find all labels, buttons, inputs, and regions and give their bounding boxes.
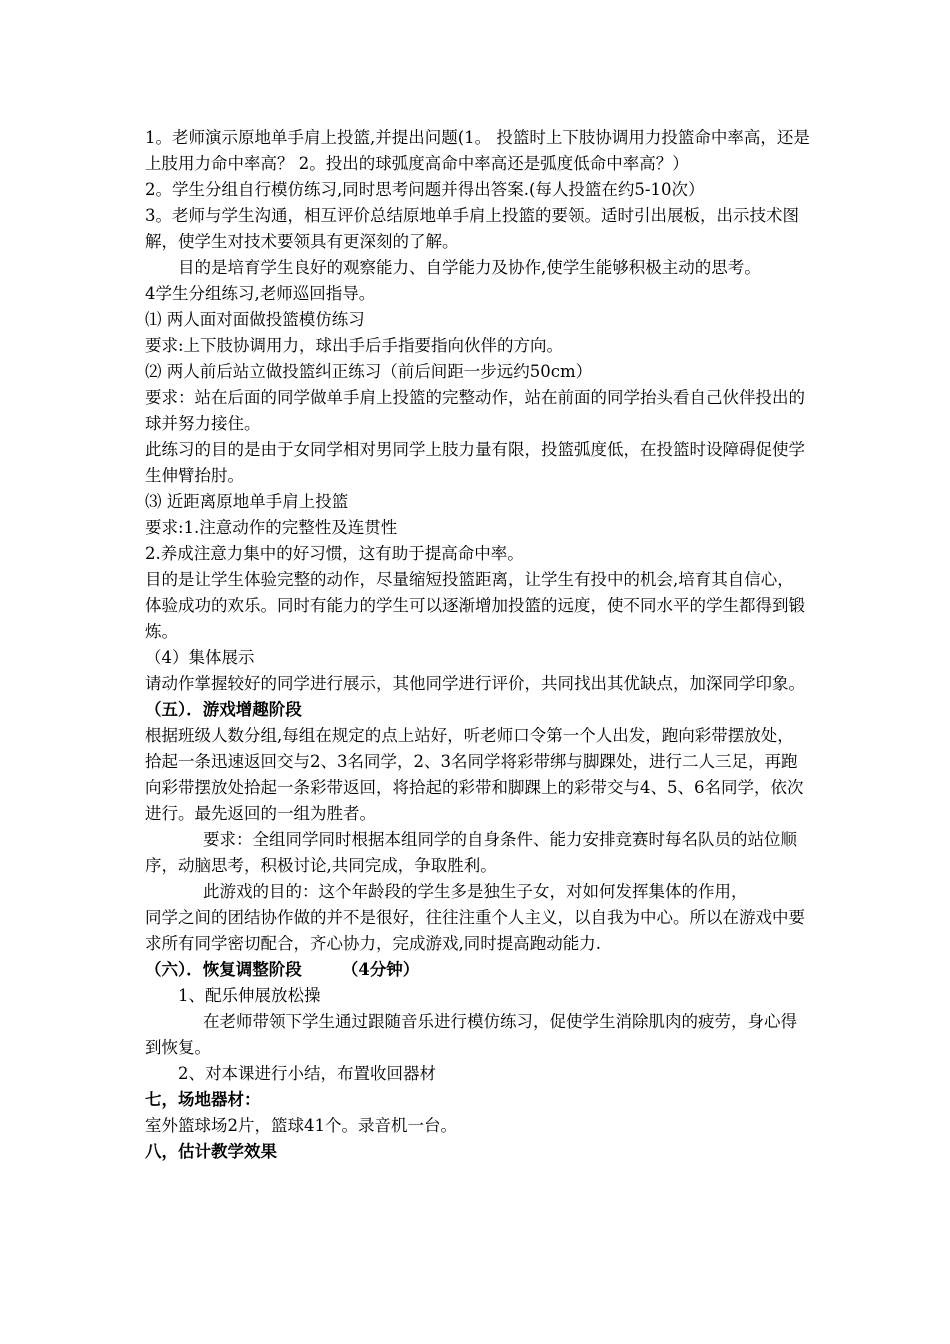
game-requirement: 要求：全组同学同时根据本组同学的自身条件、能力安排竞赛时每名队员的站位顺序，动脑思考，积极讨论,共同完成，争取胜利。 bbox=[145, 830, 797, 875]
paragraph-4: 4学生分组练习,老师巡回指导。 bbox=[145, 284, 376, 303]
section-6-item-1: 1、配乐伸展放松操 bbox=[178, 986, 321, 1005]
section-8-heading: 八，估计教学效果 bbox=[145, 1142, 277, 1161]
game-description: 根据班级人数分组,每组在规定的点上站好，听老师口令第一个人出发，跑向彩带摆放处，拾起一条迅速返回交与2、3名同学，2、3名同学将彩带绑与脚踝处，进行二人三足，再跑向彩带摆放处拾起一条彩带返回，将拾起的彩带和脚踝上的彩带交与4、5、6名同学，依次进行。最先返回的一组为胜者。 bbox=[145, 726, 804, 823]
drill-4-description: 请动作掌握较好的同学进行展示，其他同学进行评价，共同找出其优缺点，加深同学印象。 bbox=[145, 674, 805, 693]
drill-3-requirement-1: 要求:1.注意动作的完整性及连贯性 bbox=[145, 518, 398, 537]
section-6-item-1-detail: 在老师带领下学生通过跟随音乐进行模仿练习，促使学生消除肌肉的疲劳，身心得到恢复。 bbox=[145, 1012, 797, 1057]
section-6-heading bbox=[145, 957, 810, 983]
drill-3-purpose: 目的是让学生体验完整的动作，尽量缩短投篮距离，让学生有投中的机会,培育其自信心，体验成功的欢乐。同时有能力的学生可以逐渐增加投篮的远度，使不同水平的学生都得到锻炼。 bbox=[145, 570, 805, 641]
paragraph-3: 3。老师与学生沟通，相互评价总结原地单手肩上投篮的要领。适时引出展板，出示技术图解，使学生对技术要领具有更深刻的了解。 bbox=[145, 206, 799, 251]
paragraph-purpose: 目的是培育学生良好的观察能力、自学能力及协作,使学生能够积极主动的思考。 bbox=[178, 258, 761, 277]
game-purpose: 此游戏的目的：这个年龄段的学生多是独生子女，对如何发挥集体的作用， bbox=[203, 882, 748, 901]
drill-3-title: ⑶ 近距离原地单手肩上投篮 bbox=[145, 492, 349, 511]
section-7-heading: 七，场地器材： bbox=[145, 1090, 261, 1109]
drill-3-requirement-2: 2.养成注意力集中的好习惯，这有助于提高命中率。 bbox=[145, 544, 524, 563]
drill-2-purpose: 此练习的目的是由于女同学相对男同学上肢力量有限，投篮弧度低，在投篮时设障碍促使学生伸臂抬肘。 bbox=[145, 440, 805, 485]
drill-1-title: ⑴ 两人面对面做投篮模仿练习 bbox=[145, 310, 365, 329]
section-7-content: 室外篮球场2片，篮球41个。录音机一台。 bbox=[145, 1116, 457, 1135]
drill-1-requirement: 要求:上下肢协调用力，球出手后手指要指向伙伴的方向。 bbox=[145, 336, 564, 355]
game-purpose-continued: 同学之间的团结协作做的并不是很好，往往注重个人主义，以自我为中心。所以在游戏中要求所有同学密切配合，齐心协力，完成游戏,同时提高跑动能力. bbox=[145, 908, 805, 953]
drill-2-requirement: 要求：站在后面的同学做单手肩上投篮的完整动作，站在前面的同学抬头看自己伙伴投出的球并努力接住。 bbox=[145, 388, 805, 433]
section-5-heading: （五）．游戏增趣阶段 bbox=[145, 700, 302, 719]
paragraph-1: 1。老师演示原地单手肩上投篮,并提出问题(1。 投篮时上下肢协调用力投篮命中率高，还是上肢用力命中率高？ 2。投出的球弧度高命中率高还是弧度低命中率高？） bbox=[145, 128, 810, 173]
drill-2-title: ⑵ 两人前后站立做投篮纠正练习（前后间距一步远约50cm） bbox=[145, 362, 593, 381]
section-6-duration: （4分钟） bbox=[341, 960, 420, 979]
section-6-item-2: 2、对本课进行小结，布置收回器材 bbox=[178, 1064, 436, 1083]
document-page bbox=[145, 125, 810, 1165]
paragraph-2: 2。学生分组自行模仿练习,同时思考问题并得出答案.(每人投篮在约5-10次） bbox=[145, 180, 705, 199]
section-6-title: （六）．恢复调整阶段 bbox=[145, 960, 302, 979]
drill-4-title: （4）集体展示 bbox=[145, 648, 255, 667]
